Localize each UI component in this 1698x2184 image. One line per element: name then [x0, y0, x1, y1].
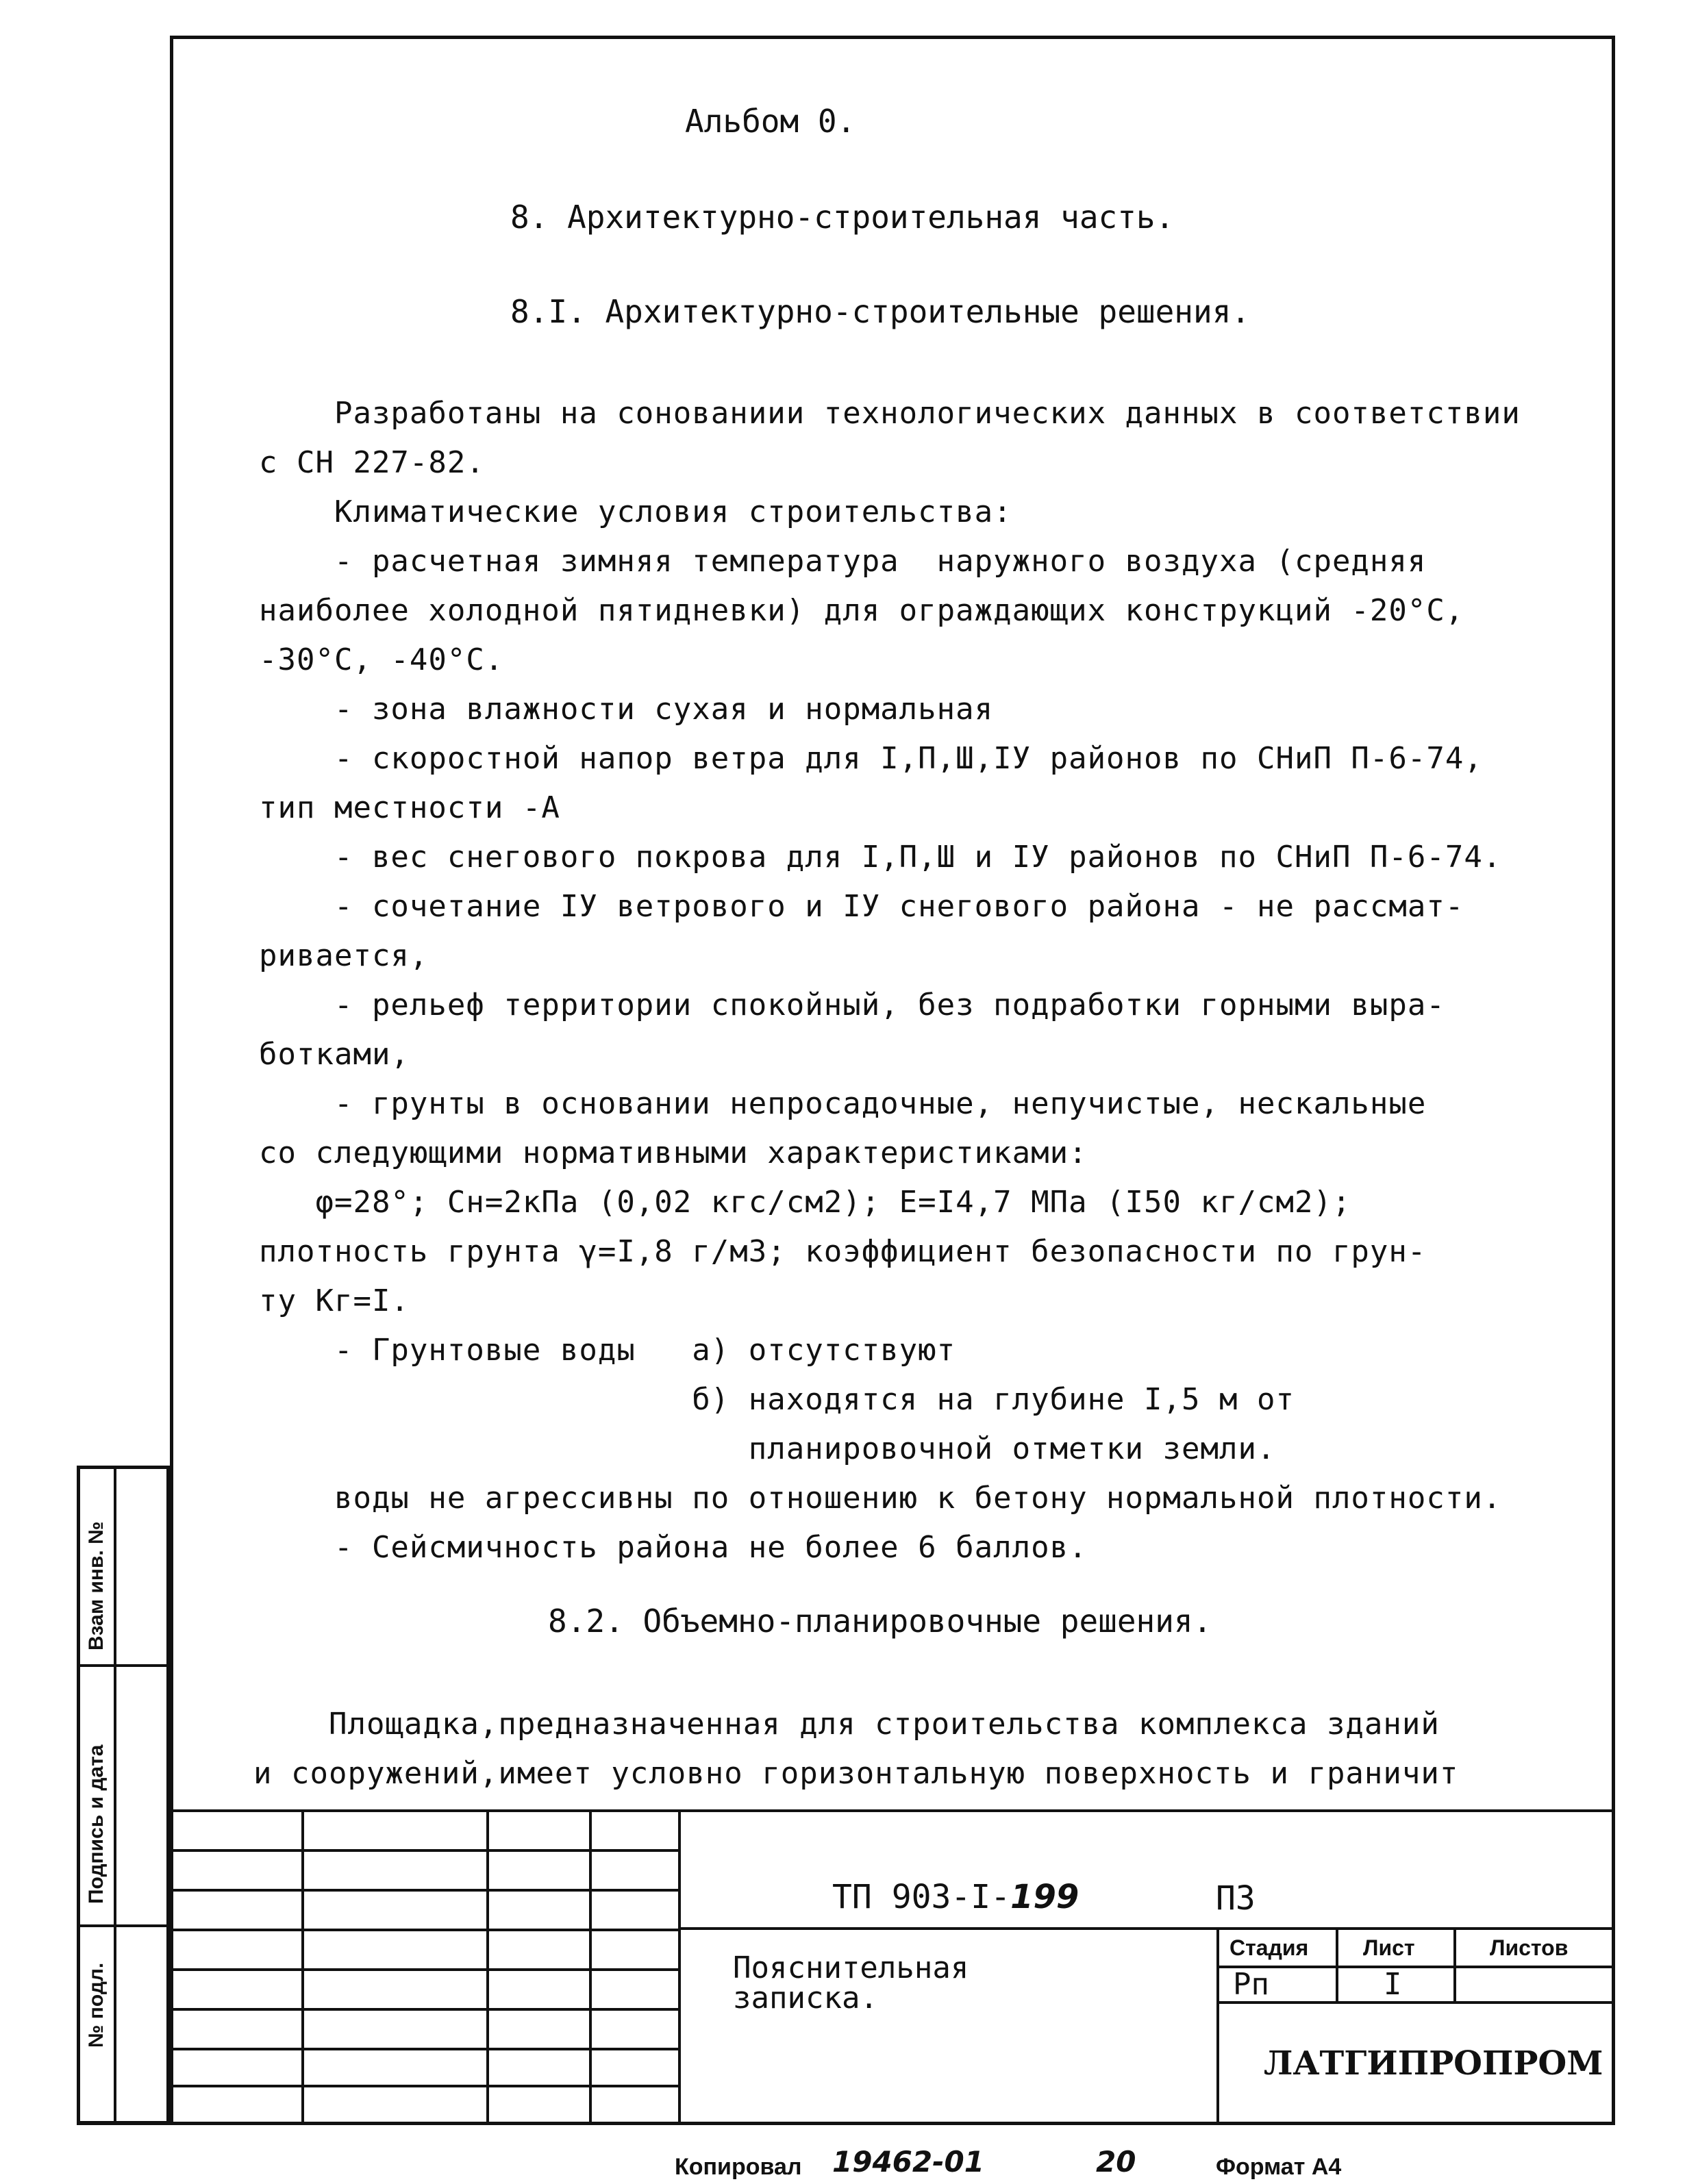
divider — [170, 1968, 678, 1971]
divider — [170, 2008, 678, 2011]
divider — [486, 1809, 489, 2122]
text-line: воды не агрессивны по отношению к бетону нормальной плотности. — [259, 1481, 1502, 1516]
text-line: - сочетание IУ ветрового и IУ снегового района - не рассмат- — [259, 889, 1464, 924]
divider — [77, 1664, 170, 1667]
sheet-value: I — [1384, 1967, 1402, 2002]
divider — [301, 1809, 304, 2122]
text-line: плотность грунта γ=I,8 г/м3; коэффициент безопасности по грун- — [259, 1234, 1427, 1269]
divider — [170, 1889, 678, 1892]
divider — [678, 1927, 1615, 1930]
divider — [678, 1809, 681, 2122]
organization: ЛАТГИПРОПРОМ — [1264, 2044, 1603, 2083]
margin-label-signature-date: Подпись и дата — [85, 1744, 108, 1904]
divider — [170, 2048, 678, 2050]
divider — [589, 1809, 592, 2122]
text-line: Разработаны на сонованиии технологических данных в соответствии — [259, 396, 1521, 431]
section-title: 8. Архитектурно-строительная часть. — [510, 199, 1175, 236]
stage-header: Стадия — [1229, 1935, 1309, 1960]
text-line: наиболее холодной пятидневки) для ограждающих конструкций -20°С, — [259, 593, 1464, 628]
divider — [170, 1849, 678, 1852]
margin-label-replace-inv: Взам инв. № — [85, 1521, 108, 1650]
text-line: - рельеф территории спокойный, без подработки горными выра- — [259, 988, 1445, 1022]
divider — [1216, 1966, 1615, 1968]
text-line: -30°С, -40°С. — [259, 642, 504, 677]
text-line: - зона влажности сухая и нормальная — [259, 692, 994, 727]
text-line: планировочной отметки земли. — [259, 1431, 1276, 1466]
divider — [170, 1809, 1615, 1812]
copied-value: 19462-01 — [832, 2145, 984, 2179]
album-heading: Альбом 0. — [685, 103, 856, 140]
copied-label: Копировал — [675, 2154, 802, 2180]
doc-code-number: 199 — [1010, 1878, 1079, 1916]
divider — [170, 2085, 678, 2087]
subsection-2-title: 8.2. Объемно-планировочные решения. — [548, 1603, 1212, 1640]
text-line: ту Кг=I. — [259, 1283, 410, 1318]
text-line: - вес снегового покрова для I,П,Ш и IУ районов по СНиП П-6-74. — [259, 840, 1502, 875]
divider — [1336, 1927, 1338, 2001]
doc-type: ПЗ — [1216, 1879, 1256, 1918]
text-line: б) находятся на глубине I,5 м от — [259, 1382, 1295, 1417]
divider — [77, 2122, 1615, 2125]
format-label: Формат А4 — [1216, 2154, 1342, 2180]
divider — [1216, 1927, 1219, 2122]
text-line: - расчетная зимняя температура наружного воздуха (средняя — [259, 544, 1427, 579]
subsection-1-title: 8.I. Архитектурно-строительные решения. — [510, 293, 1251, 330]
text-line: φ=28°; Сн=2кПа (0,02 кгс/см2); Е=I4,7 МПа (I50 кг/см2); — [259, 1185, 1351, 1220]
text-line: - Грунтовые воды а) отсутствуют — [259, 1333, 956, 1368]
text-line: - грунты в основании непросадочные, непучистые, нескальные — [259, 1086, 1427, 1121]
text-line: Площадка,предназначенная для строительства комплекса зданий — [253, 1707, 1440, 1742]
text-line: тип местности -А — [259, 790, 560, 825]
text-line: Климатические условия строительства: — [259, 494, 1012, 529]
divider — [170, 1929, 678, 1931]
margin-label-original-no: № подл. — [85, 1962, 108, 2048]
text-line: с СН 227-82. — [259, 445, 485, 480]
stage-value: Рп — [1233, 1967, 1269, 2002]
text-line: и сооружений,имеет условно горизонтальную поверхность и граничит — [253, 1756, 1459, 1791]
divider — [1612, 1809, 1615, 2122]
text-line: со следующими нормативными характеристиками: — [259, 1135, 1088, 1170]
sheets-header: Листов — [1490, 1935, 1569, 1960]
text-line: - скоростной напор ветра для I,П,Ш,IУ районов по СНиП П-6-74, — [259, 741, 1483, 776]
doc-code-prefix: ТП 903-I- — [832, 1878, 1011, 1916]
text-line: - Сейсмичность района не более 6 баллов. — [259, 1530, 1088, 1565]
text-line: ривается, — [259, 938, 429, 973]
doc-name: Пояснительная записка. — [733, 1950, 969, 2016]
divider — [1216, 2001, 1615, 2004]
text-line: ботками, — [259, 1037, 410, 1072]
sheet-header: Лист — [1363, 1935, 1415, 1960]
divider — [1453, 1927, 1456, 2001]
page-number: 20 — [1096, 2145, 1136, 2179]
doc-code — [832, 1878, 1079, 1916]
divider — [77, 1924, 170, 1927]
